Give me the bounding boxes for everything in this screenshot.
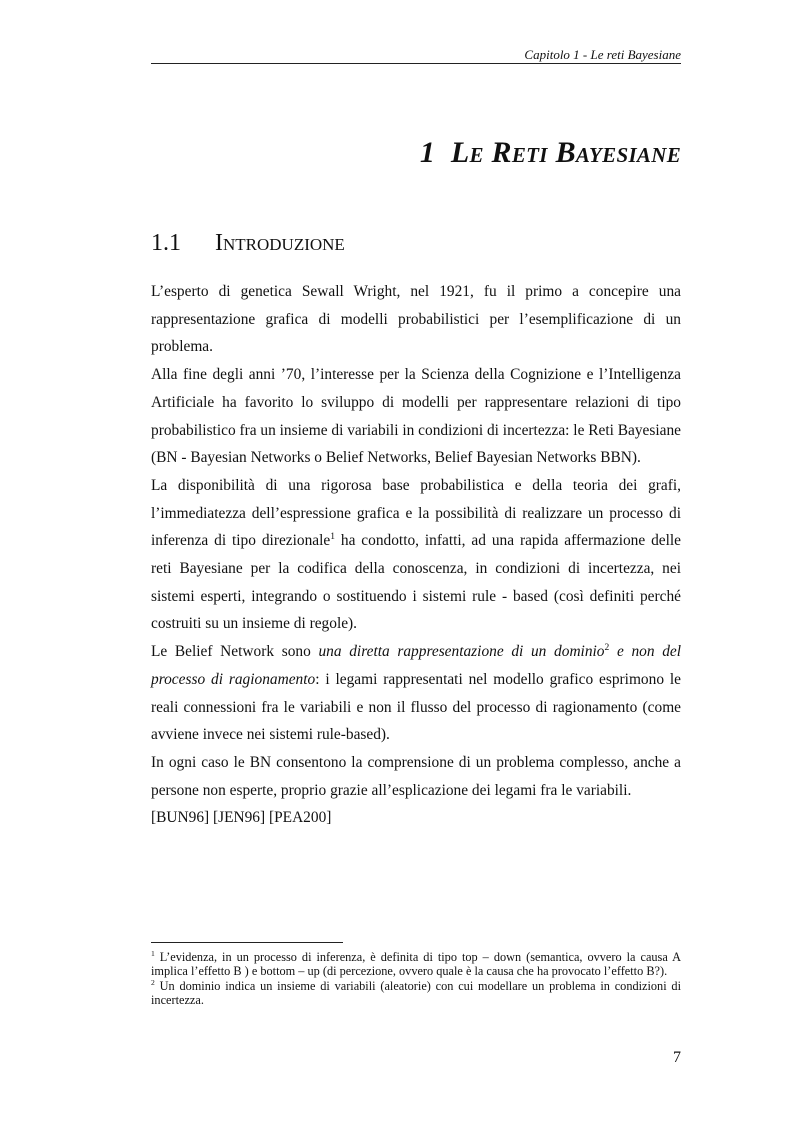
footnote-ref-1: 1	[330, 531, 335, 543]
paragraph-4-emphasis-2: e non del processo di ragionamento	[151, 643, 682, 688]
footnote-1	[151, 950, 681, 979]
footnote-ref-2: 2	[604, 642, 610, 654]
footnote-1-text: L’evidenza, in un processo di inferenza, è definita di tipo top – down (semantica, ovvero la causa A implica l’effetto B ) e bottom – up (di percezione, ovvero quale è la causa che ha provocato l’effetto B?).	[151, 950, 681, 979]
chapter-number: 1	[419, 136, 436, 169]
footnote-2-mark: 2	[151, 977, 155, 987]
footnotes	[151, 950, 681, 1007]
footnote-1-mark: 1	[151, 948, 155, 958]
section-number: 1.1	[151, 230, 181, 256]
chapter-title-text: Le Reti Bayesiane	[450, 136, 681, 169]
footnote-2	[151, 979, 681, 1008]
paragraph-2: Alla fine degli anni ’70, l’interesse per la Scienza della Cognizione e l’Intelligenza Artificiale ha favorito lo sviluppo di modelli per rappresentare relazioni di tipo probabilistico fra un insieme di variabili in condizioni di incertezza: le Reti Bayesiane (BN - Bayesian Networks o Belief Networks, Belief Bayesian Networks BBN).	[151, 366, 681, 467]
paragraph-3-part-2: ha condotto, infatti, ad una rapida affermazione delle reti Bayesiane per la codifica della conoscenza, in condizioni di incertezza, nei sistemi esperti, integrando o sostituendo i sistemi rule - based (così definiti perché costruiti su un insieme di regole).	[151, 532, 682, 633]
paragraph-4-emphasis-1: una diretta rappresentazione di un dominio	[318, 643, 605, 661]
page-number: 7	[673, 1049, 681, 1066]
running-head: Capitolo 1 - Le reti Bayesiane	[524, 47, 681, 62]
header-rule	[151, 63, 681, 64]
paragraph-1: L’esperto di genetica Sewall Wright, nel 1921, fu il primo a concepire una rappresentazione grafica di modelli probabilistici per l’esemplificazione di un problema.	[151, 283, 681, 356]
paragraph-4-part-2: : i legami rappresentati nel modello grafico esprimono le reali connessioni fra le variabili e non il flusso del processo di ragionamento (come avviene invece nei sistemi rule-based).	[151, 670, 681, 744]
paragraph-5: In ogni caso le BN consentono la comprensione di un problema complesso, anche a persone non esperte, proprio grazie all’esplicazione dei legami fra le variabili.	[151, 753, 681, 799]
section-title-text: Introduzione	[215, 230, 345, 256]
footnote-2-text: Un dominio indica un insieme di variabili (aleatorie) con cui modellare un problema in condizioni di incertezza.	[151, 978, 681, 1007]
footnote-rule	[151, 942, 343, 943]
references: [BUN96] [JEN96] [PEA200]	[151, 809, 332, 827]
chapter-title	[151, 136, 681, 170]
section-heading	[151, 230, 345, 257]
paragraph-3	[151, 472, 681, 638]
body-text	[151, 278, 681, 832]
paragraph-4-part-1: Le Belief Network sono	[151, 643, 319, 661]
paragraph-3-part-1: La disponibilità di una rigorosa base probabilistica e della teoria dei grafi, l’immediatezza dell’espressione grafica e la possibilità di realizzare un processo di inferenza di tipo direzionale	[151, 476, 681, 550]
paragraph-4	[151, 638, 681, 749]
